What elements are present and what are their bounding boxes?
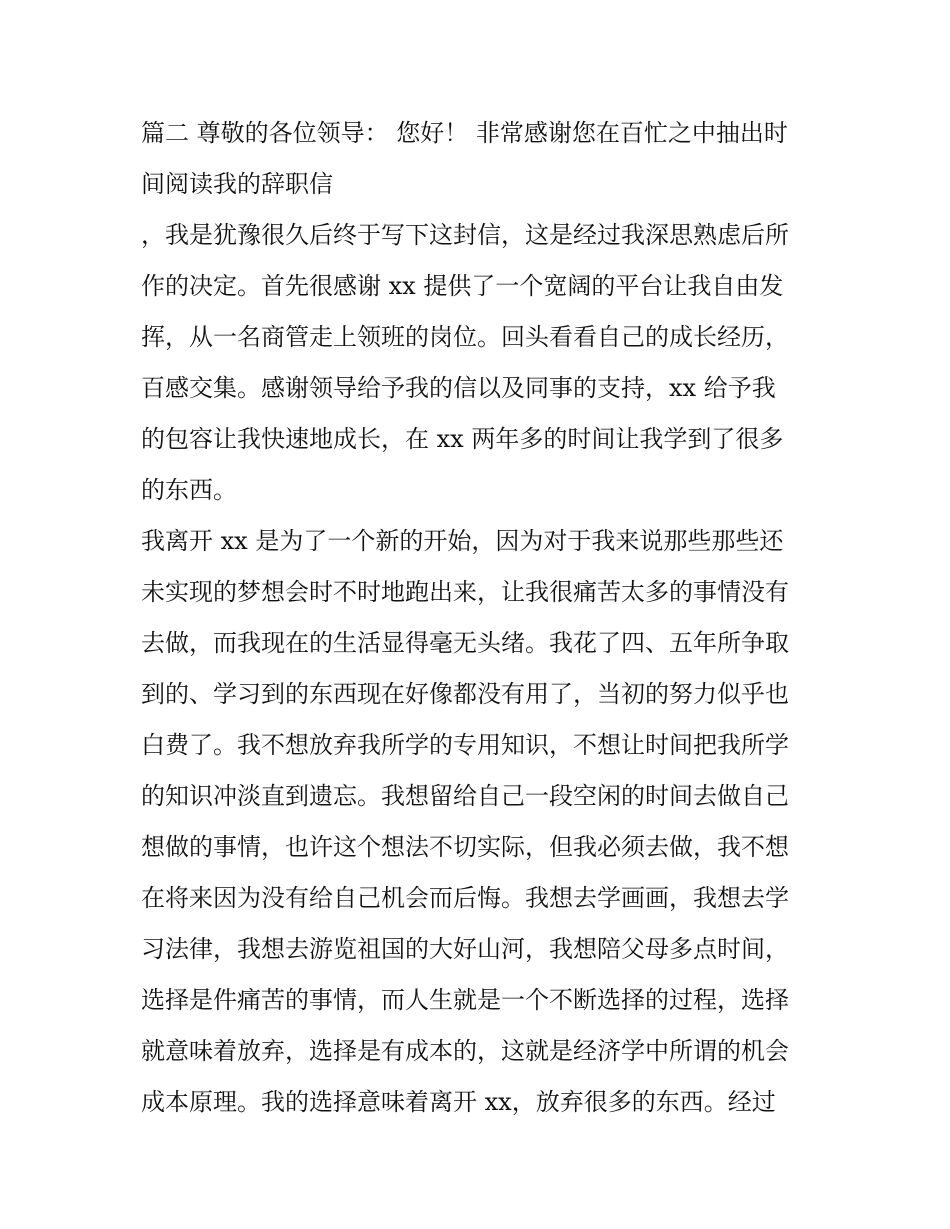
text-line: 的包容让我快速地成长，在 xx 两年多的时间让我学到了很多 <box>141 425 784 453</box>
text-line: 篇二 尊敬的各位领导： 您好！ 非常感谢您在百忙之中抽出时 <box>141 119 788 147</box>
text-line: 想做的事情，也许这个想法不切实际，但我必须去做，我不想 <box>141 833 789 861</box>
text-line: 在将来因为没有给自己机会而后悔。我想去学画画，我想去学 <box>141 884 789 912</box>
text-line: 去做，而我现在的生活显得毫无头绪。我花了四、五年所争取 <box>141 629 789 657</box>
text-line: 我离开 xx 是为了一个新的开始，因为对于我来说那些那些还 <box>141 527 784 555</box>
text-line: 习法律，我想去游览祖国的大好山河，我想陪父母多点时间， <box>141 935 789 963</box>
text-line: 百感交集。感谢领导给予我的信以及同事的支持，xx 给予我 <box>141 374 776 402</box>
text-line: 间阅读我的辞职信 <box>141 170 333 198</box>
text-line: 未实现的梦想会时不时地跑出来，让我很痛苦太多的事情没有 <box>141 578 789 606</box>
text-line: 选择是件痛苦的事情，而人生就是一个不断选择的过程，选择 <box>141 986 789 1014</box>
text-line: 作的决定。首先很感谢 xx 提供了一个宽阔的平台让我自由发 <box>141 272 784 300</box>
letter-body <box>141 108 821 1128</box>
text-line: 成本原理。我的选择意味着离开 xx，放弃很多的东西。经过 <box>141 1088 776 1116</box>
text-line: 的东西。 <box>141 476 237 504</box>
text-line: 白费了。我不想放弃我所学的专用知识，不想让时间把我所学 <box>141 731 789 759</box>
text-line: 到的、学习到的东西现在好像都没有用了，当初的努力似乎也 <box>141 680 789 708</box>
text-line: 挥，从一名商管走上领班的岗位。回头看看自己的成长经历， <box>141 323 789 351</box>
text-line: 的知识冲淡直到遗忘。我想留给自己一段空闲的时间去做自己 <box>141 782 789 810</box>
text-line: ，我是犹豫很久后终于写下这封信，这是经过我深思熟虑后所 <box>141 221 789 249</box>
text-line: 就意味着放弃，选择是有成本的，这就是经济学中所谓的机会 <box>141 1037 789 1065</box>
